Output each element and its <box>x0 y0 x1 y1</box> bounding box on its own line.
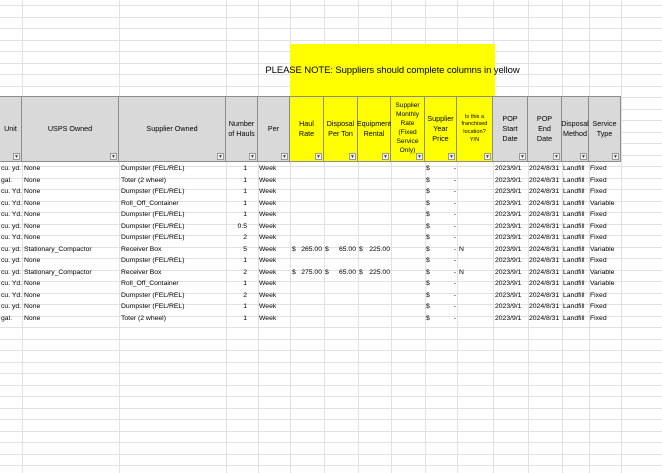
cell-start[interactable]: 2023/9/1 <box>495 199 522 207</box>
filter-dropdown-icon[interactable]: ▼ <box>111 154 116 160</box>
cell-hauls[interactable]: 2 <box>243 291 247 299</box>
filter-dropdown-icon[interactable]: ▼ <box>218 154 223 160</box>
cell-stype[interactable]: Fixed <box>590 222 607 230</box>
cell-fr[interactable] <box>459 186 471 198</box>
header-service-type[interactable] <box>589 96 621 162</box>
cell-supplier[interactable]: Dumpster (FEL/REL) <box>121 303 185 310</box>
cell-stype[interactable]: Fixed <box>590 257 607 264</box>
cell-haul[interactable] <box>296 175 322 187</box>
cell-method[interactable]: Landfill <box>563 222 585 230</box>
cell-disp[interactable] <box>330 186 356 198</box>
filter-dropdown-icon[interactable]: ▼ <box>485 154 490 160</box>
header-equipment[interactable] <box>358 96 391 162</box>
header-monthly-rate[interactable] <box>391 96 425 162</box>
cell-usps[interactable]: None <box>24 165 41 172</box>
cell-equip[interactable] <box>363 186 390 198</box>
filter-dropdown-icon[interactable]: ▼ <box>316 154 321 160</box>
table-row[interactable] <box>0 290 662 302</box>
cell-stype[interactable]: Fixed <box>590 234 607 241</box>
cell-end[interactable]: 2024/8/31 <box>529 291 560 299</box>
cell-disp[interactable] <box>330 301 356 313</box>
cell-end[interactable]: 2024/8/31 <box>529 222 560 230</box>
cell-price[interactable]: - <box>453 234 456 241</box>
cell-equip[interactable]: 225.00 <box>369 268 390 276</box>
cell-method[interactable]: Landfill <box>563 268 585 276</box>
cell-unit[interactable]: cu. Yd. <box>1 234 22 241</box>
cell-per[interactable]: Week <box>259 268 277 276</box>
cell-equip[interactable] <box>363 301 390 313</box>
header-monthly-rate-label: Supplier Monthly Rate (Fixed Service Only) <box>395 102 420 154</box>
cell-start[interactable]: 2023/9/1 <box>495 291 522 299</box>
cell-sym[interactable]: $ <box>426 211 430 218</box>
cell-fr[interactable] <box>459 175 471 187</box>
cell-start[interactable]: 2023/9/1 <box>495 303 522 310</box>
cell-usps[interactable]: None <box>24 291 41 299</box>
header-pop-start[interactable] <box>493 96 528 162</box>
cell-start[interactable]: 2023/9/1 <box>495 268 522 276</box>
cell-supplier[interactable]: Roll_Off_Container <box>121 199 179 207</box>
cell-unit[interactable]: cu. Yd. <box>1 291 22 299</box>
cell-disp[interactable]: 65.00 <box>338 268 356 276</box>
header-franchised[interactable] <box>457 96 493 162</box>
cell-supplier[interactable]: Dumpster (FEL/REL) <box>121 234 185 241</box>
cell-sym[interactable]: $ <box>426 199 430 207</box>
cell-price[interactable]: - <box>453 280 456 287</box>
header-supplier-owned[interactable] <box>119 96 226 162</box>
cell-usps[interactable]: None <box>24 303 41 310</box>
cell-supplier[interactable]: Dumpster (FEL/REL) <box>121 257 185 264</box>
cell-unit[interactable]: gal. <box>1 314 12 322</box>
cell-hauls[interactable]: 1 <box>243 280 247 287</box>
cell-usps[interactable]: None <box>24 314 41 322</box>
header-franchised-label: Is this a franchised location? Y/N <box>461 113 488 143</box>
cell-haul_d[interactable]: $ <box>292 268 296 276</box>
cell-start[interactable]: 2023/9/1 <box>495 176 522 184</box>
cell-start[interactable]: 2023/9/1 <box>495 211 522 218</box>
filter-dropdown-icon[interactable]: ▼ <box>250 154 255 160</box>
cell-fr[interactable] <box>459 301 471 313</box>
cell-price[interactable]: - <box>453 176 456 184</box>
table-row[interactable] <box>0 163 662 175</box>
cell-haul_d[interactable]: $ <box>292 245 296 253</box>
table-row[interactable] <box>0 267 662 279</box>
cell-unit[interactable]: cu. Yd. <box>1 280 22 287</box>
cell-stype[interactable]: Fixed <box>590 314 607 322</box>
cell-fr[interactable] <box>459 278 471 290</box>
cell-price[interactable]: - <box>453 188 456 195</box>
cell-unit[interactable]: cu. yd. <box>1 268 22 276</box>
cell-equip[interactable] <box>363 290 390 302</box>
cell-end[interactable]: 2024/8/31 <box>529 245 560 253</box>
cell-usps[interactable]: None <box>24 280 41 287</box>
cell-start[interactable]: 2023/9/1 <box>495 280 522 287</box>
cell-hauls[interactable]: 1 <box>243 211 247 218</box>
cell-equip[interactable] <box>363 278 390 290</box>
cell-sym[interactable]: $ <box>426 234 430 241</box>
cell-unit[interactable]: cu. Yd. <box>1 188 22 195</box>
header-unit-label: Unit <box>4 124 17 134</box>
cell-haul[interactable]: 265.00 <box>301 245 322 253</box>
cell-method[interactable]: Landfill <box>563 176 585 184</box>
cell-price[interactable]: - <box>453 303 456 310</box>
cell-supplier[interactable]: Receiver Box <box>121 268 162 276</box>
header-disposal-label: Disposal Per Ton <box>326 119 355 138</box>
cell-sym[interactable]: $ <box>426 280 430 287</box>
cell-sym[interactable]: $ <box>426 268 430 276</box>
table-row[interactable] <box>0 209 662 221</box>
table-row[interactable] <box>0 278 662 290</box>
cell-disp[interactable] <box>330 221 356 233</box>
cell-fr[interactable]: N <box>459 268 464 276</box>
header-supplier-owned-label: Supplier Owned <box>146 124 198 134</box>
cell-per[interactable]: Week <box>259 222 277 230</box>
cell-start[interactable]: 2023/9/1 <box>495 245 522 253</box>
header-pop-end[interactable] <box>528 96 562 162</box>
cell-supplier[interactable]: Dumpster (FEL/REL) <box>121 211 185 218</box>
cell-stype[interactable]: Fixed <box>590 211 607 218</box>
table-row[interactable] <box>0 232 662 244</box>
cell-disp[interactable] <box>330 198 356 210</box>
cell-stype[interactable]: Fixed <box>590 188 607 195</box>
cell-disp_d[interactable]: $ <box>325 268 329 276</box>
cell-stype[interactable]: Variable <box>590 268 615 276</box>
cell-fr[interactable] <box>459 255 471 267</box>
cell-equip[interactable]: 225.00 <box>369 245 390 253</box>
cell-haul[interactable] <box>296 209 322 221</box>
cell-haul[interactable]: 275.00 <box>301 268 322 276</box>
cell-disp[interactable] <box>330 175 356 187</box>
cell-haul[interactable] <box>296 290 322 302</box>
cell-disp[interactable] <box>330 313 356 325</box>
cell-supplier[interactable]: Dumpster (FEL/REL) <box>121 222 185 230</box>
header-disposal-method-label: Disposal Method <box>561 119 589 138</box>
cell-haul[interactable] <box>296 186 322 198</box>
cell-unit[interactable]: cu. yd. <box>1 257 22 264</box>
cell-hauls[interactable]: 2 <box>243 234 247 241</box>
cell-supplier[interactable]: Receiver Box <box>121 245 162 253</box>
header-supplier-year-price[interactable] <box>425 96 457 162</box>
cell-stype[interactable]: Variable <box>590 245 615 253</box>
cell-stype[interactable]: Fixed <box>590 303 607 310</box>
cell-stype[interactable]: Variable <box>590 280 615 287</box>
cell-end[interactable]: 2024/8/31 <box>529 176 560 184</box>
cell-haul[interactable] <box>296 163 322 175</box>
cell-unit[interactable]: cu. yd. <box>1 165 22 172</box>
filter-dropdown-icon[interactable]: ▼ <box>520 154 525 160</box>
cell-equip_d[interactable]: $ <box>359 245 363 253</box>
cell-per[interactable]: Week <box>259 188 277 195</box>
cell-start[interactable]: 2023/9/1 <box>495 188 522 195</box>
filter-dropdown-icon[interactable]: ▼ <box>613 154 618 160</box>
cell-end[interactable]: 2024/8/31 <box>529 234 560 241</box>
cell-haul[interactable] <box>296 313 322 325</box>
cell-disp[interactable] <box>330 232 356 244</box>
table-row[interactable] <box>0 255 662 267</box>
cell-haul[interactable] <box>296 232 322 244</box>
filter-dropdown-icon[interactable]: ▼ <box>554 154 559 160</box>
cell-equip[interactable] <box>363 209 390 221</box>
cell-per[interactable]: Week <box>259 176 277 184</box>
filter-dropdown-icon[interactable]: ▼ <box>383 154 388 160</box>
cell-usps[interactable]: Stationary_Compactor <box>24 268 92 276</box>
cell-supplier[interactable]: Toter (2 wheel) <box>121 314 166 322</box>
cell-sym[interactable]: $ <box>426 303 430 310</box>
cell-per[interactable]: Week <box>259 211 277 218</box>
cell-usps[interactable]: None <box>24 234 41 241</box>
cell-sym[interactable]: $ <box>426 222 430 230</box>
cell-fr[interactable] <box>459 313 471 325</box>
header-per[interactable] <box>258 96 290 162</box>
cell-hauls[interactable]: 1 <box>243 165 247 172</box>
cell-disp[interactable] <box>330 290 356 302</box>
cell-per[interactable]: Week <box>259 303 277 310</box>
cell-price[interactable]: - <box>453 257 456 264</box>
cell-unit[interactable]: cu. Yd. <box>1 199 22 207</box>
cell-supplier[interactable]: Dumpster (FEL/REL) <box>121 291 185 299</box>
cell-price[interactable]: - <box>453 165 456 172</box>
header-service-type-label: Service Type <box>592 119 617 138</box>
filter-dropdown-icon[interactable]: ▼ <box>581 154 586 160</box>
cell-usps[interactable]: None <box>24 211 41 218</box>
cell-disp[interactable]: 65.00 <box>338 245 356 253</box>
cell-method[interactable]: Landfill <box>563 291 585 299</box>
cell-end[interactable]: 2024/8/31 <box>529 188 560 195</box>
cell-hauls[interactable]: 2 <box>243 268 247 276</box>
notice-text: PLEASE NOTE: Suppliers should complete columns in yellow <box>265 64 520 76</box>
cell-per[interactable]: Week <box>259 199 277 207</box>
cell-hauls[interactable]: 0.5 <box>237 222 247 230</box>
table-row[interactable] <box>0 244 662 256</box>
cell-start[interactable]: 2023/9/1 <box>495 222 522 230</box>
cell-fr[interactable] <box>459 163 471 175</box>
cell-per[interactable]: Week <box>259 291 277 299</box>
cell-supplier[interactable]: Dumpster (FEL/REL) <box>121 188 185 195</box>
cell-method[interactable]: Landfill <box>563 199 585 207</box>
cell-price[interactable]: - <box>453 291 456 299</box>
cell-sym[interactable]: $ <box>426 314 430 322</box>
cell-unit[interactable]: cu. yd. <box>1 303 22 310</box>
header-usps-owned[interactable] <box>22 96 119 162</box>
cell-price[interactable]: - <box>453 245 456 253</box>
cell-start[interactable]: 2023/9/1 <box>495 165 522 172</box>
cell-unit[interactable]: cu. Yd. <box>1 211 22 218</box>
table-row[interactable] <box>0 186 662 198</box>
cell-method[interactable]: Landfill <box>563 257 585 264</box>
cell-start[interactable]: 2023/9/1 <box>495 257 522 264</box>
cell-disp[interactable] <box>330 209 356 221</box>
cell-method[interactable]: Landfill <box>563 303 585 310</box>
cell-hauls[interactable]: 1 <box>243 257 247 264</box>
cell-disp[interactable] <box>330 163 356 175</box>
cell-method[interactable]: Landfill <box>563 245 585 253</box>
cell-method[interactable]: Landfill <box>563 211 585 218</box>
cell-equip[interactable] <box>363 255 390 267</box>
cell-end[interactable]: 2024/8/31 <box>529 165 560 172</box>
cell-per[interactable]: Week <box>259 280 277 287</box>
cell-equip[interactable] <box>363 221 390 233</box>
table-row[interactable] <box>0 221 662 233</box>
cell-haul[interactable] <box>296 255 322 267</box>
header-disposal-method[interactable] <box>562 96 589 162</box>
filter-dropdown-icon[interactable]: ▼ <box>14 154 19 160</box>
cell-usps[interactable]: None <box>24 188 41 195</box>
cell-fr[interactable]: N <box>459 245 464 253</box>
cell-unit[interactable]: cu. yd. <box>1 222 22 230</box>
cell-equip[interactable] <box>363 198 390 210</box>
header-supplier-year-price-label: Supplier Year Price <box>427 114 454 143</box>
cell-per[interactable]: Week <box>259 234 277 241</box>
cell-sym[interactable]: $ <box>426 245 430 253</box>
cell-stype[interactable]: Fixed <box>590 291 607 299</box>
cell-end[interactable]: 2024/8/31 <box>529 199 560 207</box>
header-disposal[interactable] <box>324 96 358 162</box>
cell-method[interactable]: Landfill <box>563 188 585 195</box>
cell-usps[interactable]: Stationary_Compactor <box>24 245 92 253</box>
header-hauls-label: Number of Hauls <box>228 119 255 138</box>
cell-supplier[interactable]: Dumpster (FEL/REL) <box>121 165 185 172</box>
header-haul-rate-label: Haul Rate <box>298 119 315 138</box>
header-hauls[interactable] <box>226 96 258 162</box>
cell-haul[interactable] <box>296 278 322 290</box>
cell-usps[interactable]: None <box>24 176 41 184</box>
cell-stype[interactable]: Fixed <box>590 165 607 172</box>
cell-haul[interactable] <box>296 301 322 313</box>
cell-end[interactable]: 2024/8/31 <box>529 257 560 264</box>
cell-stype[interactable]: Fixed <box>590 176 607 184</box>
cell-start[interactable]: 2023/9/1 <box>495 314 522 322</box>
cell-usps[interactable]: None <box>24 222 41 230</box>
table-row[interactable] <box>0 175 662 187</box>
table-row[interactable] <box>0 301 662 313</box>
cell-fr[interactable] <box>459 232 471 244</box>
cell-end[interactable]: 2024/8/31 <box>529 211 560 218</box>
cell-price[interactable]: - <box>453 199 456 207</box>
cell-unit[interactable]: cu. yd. <box>1 245 22 253</box>
table-row[interactable] <box>0 313 662 325</box>
cell-supplier[interactable]: Toter (2 wheel) <box>121 176 166 184</box>
cell-equip[interactable] <box>363 163 390 175</box>
cell-stype[interactable]: Variable <box>590 199 615 207</box>
cell-fr[interactable] <box>459 290 471 302</box>
cell-disp[interactable] <box>330 255 356 267</box>
cell-hauls[interactable]: 1 <box>243 188 247 195</box>
cell-start[interactable]: 2023/9/1 <box>495 234 522 241</box>
cell-hauls[interactable]: 1 <box>243 199 247 207</box>
cell-equip_d[interactable]: $ <box>359 268 363 276</box>
cell-per[interactable]: Week <box>259 165 277 172</box>
cell-fr[interactable] <box>459 221 471 233</box>
filter-dropdown-icon[interactable]: ▼ <box>417 154 422 160</box>
cell-per[interactable]: Week <box>259 314 277 322</box>
cell-price[interactable]: - <box>453 211 456 218</box>
cell-end[interactable]: 2024/8/31 <box>529 280 560 287</box>
header-unit[interactable] <box>0 96 22 162</box>
cell-equip[interactable] <box>363 175 390 187</box>
cell-method[interactable]: Landfill <box>563 234 585 241</box>
cell-price[interactable]: - <box>453 314 456 322</box>
cell-method[interactable]: Landfill <box>563 314 585 322</box>
cell-end[interactable]: 2024/8/31 <box>529 303 560 310</box>
cell-usps[interactable]: None <box>24 257 41 264</box>
filter-dropdown-icon[interactable]: ▼ <box>449 154 454 160</box>
header-usps-owned-label: USPS Owned <box>47 124 93 134</box>
header-pop-start-label: POP Start Date <box>502 114 518 143</box>
header-equipment-label: Equipment Rental <box>356 119 392 138</box>
cell-disp[interactable] <box>330 278 356 290</box>
header-haul-rate[interactable] <box>290 96 324 162</box>
cell-supplier[interactable]: Roll_Off_Container <box>121 280 179 287</box>
cell-equip[interactable] <box>363 232 390 244</box>
filter-dropdown-icon[interactable]: ▼ <box>282 154 287 160</box>
cell-method[interactable]: Landfill <box>563 280 585 287</box>
cell-end[interactable]: 2024/8/31 <box>529 268 560 276</box>
cell-fr[interactable] <box>459 209 471 221</box>
cell-sym[interactable]: $ <box>426 176 430 184</box>
cell-hauls[interactable]: 1 <box>243 176 247 184</box>
cell-unit[interactable]: gal. <box>1 176 12 184</box>
table-row[interactable] <box>0 198 662 210</box>
cell-method[interactable]: Landfill <box>563 165 585 172</box>
cell-fr[interactable] <box>459 198 471 210</box>
filter-dropdown-icon[interactable]: ▼ <box>350 154 355 160</box>
cell-hauls[interactable]: 1 <box>243 314 247 322</box>
cell-hauls[interactable]: 5 <box>243 245 247 253</box>
cell-usps[interactable]: None <box>24 199 41 207</box>
cell-equip[interactable] <box>363 313 390 325</box>
cell-sym[interactable]: $ <box>426 165 430 172</box>
cell-sym[interactable]: $ <box>426 188 430 195</box>
cell-sym[interactable]: $ <box>426 257 430 264</box>
header-per-label: Per <box>267 124 280 134</box>
cell-price[interactable]: - <box>453 268 456 276</box>
cell-per[interactable]: Week <box>259 245 277 253</box>
cell-per[interactable]: Week <box>259 257 277 264</box>
cell-haul[interactable] <box>296 221 322 233</box>
cell-end[interactable]: 2024/8/31 <box>529 314 560 322</box>
cell-hauls[interactable]: 1 <box>243 303 247 310</box>
header-pop-end-label: POP End Date <box>536 114 553 143</box>
yellow-notice-banner <box>265 44 520 96</box>
cell-sym[interactable]: $ <box>426 291 430 299</box>
cell-price[interactable]: - <box>453 222 456 230</box>
cell-haul[interactable] <box>296 198 322 210</box>
cell-disp_d[interactable]: $ <box>325 245 329 253</box>
